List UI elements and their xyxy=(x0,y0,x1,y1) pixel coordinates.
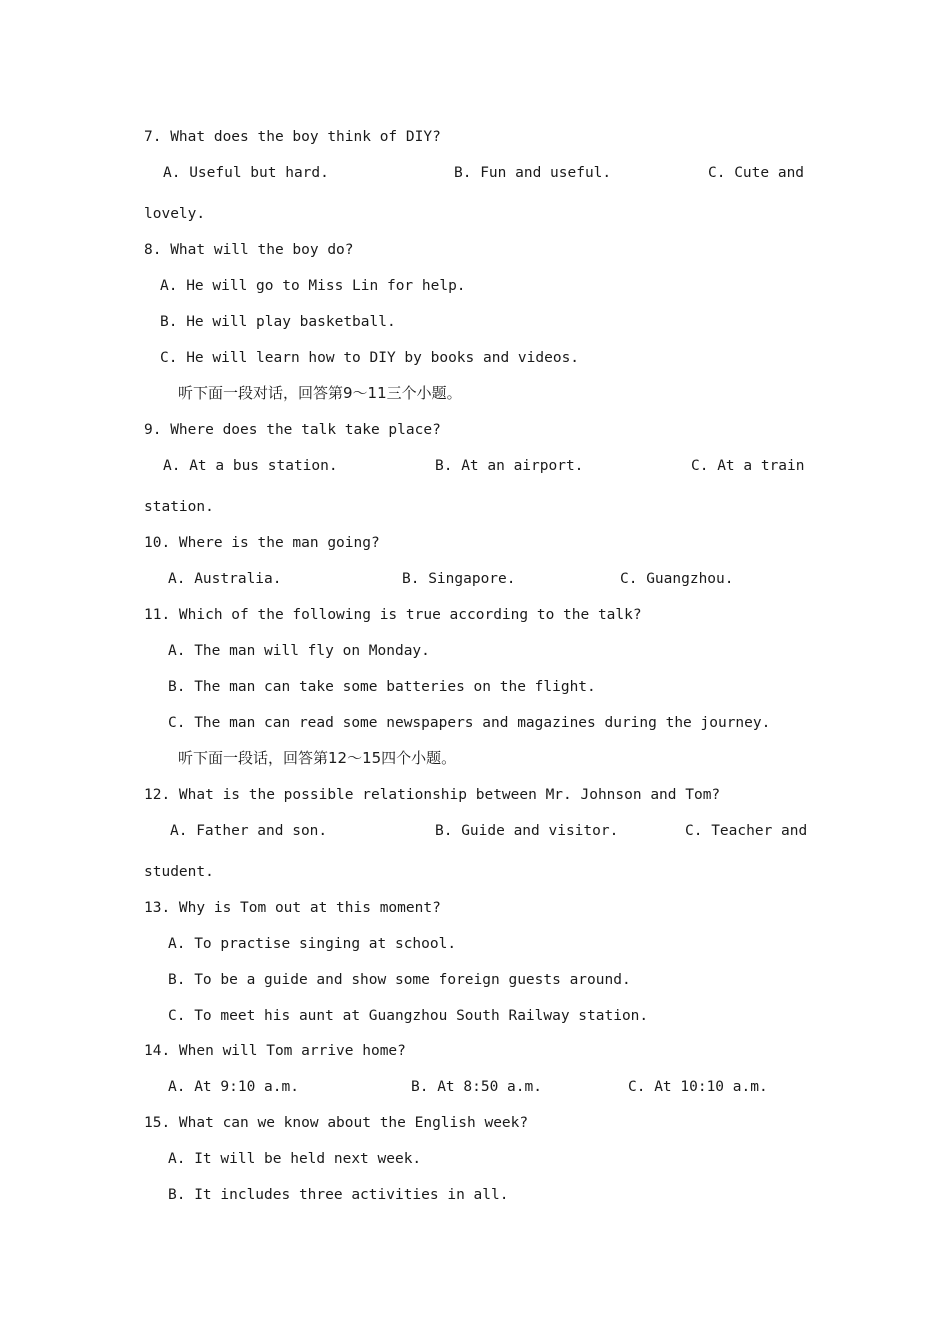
q7-stem: 7. What does the boy think of DIY? xyxy=(144,129,441,145)
q12-option-a: A. Father and son. xyxy=(170,823,328,839)
q9-option-c: C. At a train xyxy=(691,458,805,474)
q10-option-c: C. Guangzhou. xyxy=(620,571,734,587)
q12-option-c-continued: student. xyxy=(144,864,214,880)
q8-option-a: A. He will go to Miss Lin for help. xyxy=(160,278,466,294)
q13-stem: 13. Why is Tom out at this moment? xyxy=(144,900,441,916)
instruction-9-11: 听下面一段对话，回答第9～11三个小题。 xyxy=(178,384,462,402)
q14-option-c: C. At 10:10 a.m. xyxy=(628,1079,768,1095)
q15-option-a: A. It will be held next week. xyxy=(168,1151,422,1167)
q9-option-c-continued: station. xyxy=(144,499,214,515)
q9-option-a: A. At a bus station. xyxy=(163,458,338,474)
q13-option-a: A. To practise singing at school. xyxy=(168,936,457,952)
q10-stem: 10. Where is the man going? xyxy=(144,535,380,551)
q11-stem: 11. Which of the following is true according to the talk? xyxy=(144,607,642,623)
q7-option-b: B. Fun and useful. xyxy=(454,165,612,181)
q8-stem: 8. What will the boy do? xyxy=(144,242,354,258)
q12-option-c: C. Teacher and xyxy=(685,823,808,839)
q11-option-b: B. The man can take some batteries on the flight. xyxy=(168,679,596,695)
q10-option-b: B. Singapore. xyxy=(402,571,516,587)
q15-stem: 15. What can we know about the English week? xyxy=(144,1115,529,1131)
q14-stem: 14. When will Tom arrive home? xyxy=(144,1043,406,1059)
q14-option-a: A. At 9:10 a.m. xyxy=(168,1079,299,1095)
q15-option-b: B. It includes three activities in all. xyxy=(168,1187,509,1203)
q11-option-a: A. The man will fly on Monday. xyxy=(168,643,430,659)
q8-option-b: B. He will play basketball. xyxy=(160,314,396,330)
q7-option-c: C. Cute and xyxy=(708,165,805,181)
q7-option-c-continued: lovely. xyxy=(144,206,206,222)
q7-option-a: A. Useful but hard. xyxy=(163,165,329,181)
q13-option-b: B. To be a guide and show some foreign guests around. xyxy=(168,972,631,988)
q11-option-c: C. The man can read some newspapers and magazines during the journey. xyxy=(168,715,771,731)
q12-option-b: B. Guide and visitor. xyxy=(435,823,619,839)
q14-option-b: B. At 8:50 a.m. xyxy=(411,1079,542,1095)
q10-option-a: A. Australia. xyxy=(168,571,282,587)
q8-option-c: C. He will learn how to DIY by books and videos. xyxy=(160,350,580,366)
q12-stem: 12. What is the possible relationship between Mr. Johnson and Tom? xyxy=(144,787,721,803)
q9-option-b: B. At an airport. xyxy=(435,458,584,474)
q9-stem: 9. Where does the talk take place? xyxy=(144,422,441,438)
q13-option-c: C. To meet his aunt at Guangzhou South Railway station. xyxy=(168,1008,649,1024)
instruction-12-15: 听下面一段话，回答第12～15四个小题。 xyxy=(178,749,457,767)
